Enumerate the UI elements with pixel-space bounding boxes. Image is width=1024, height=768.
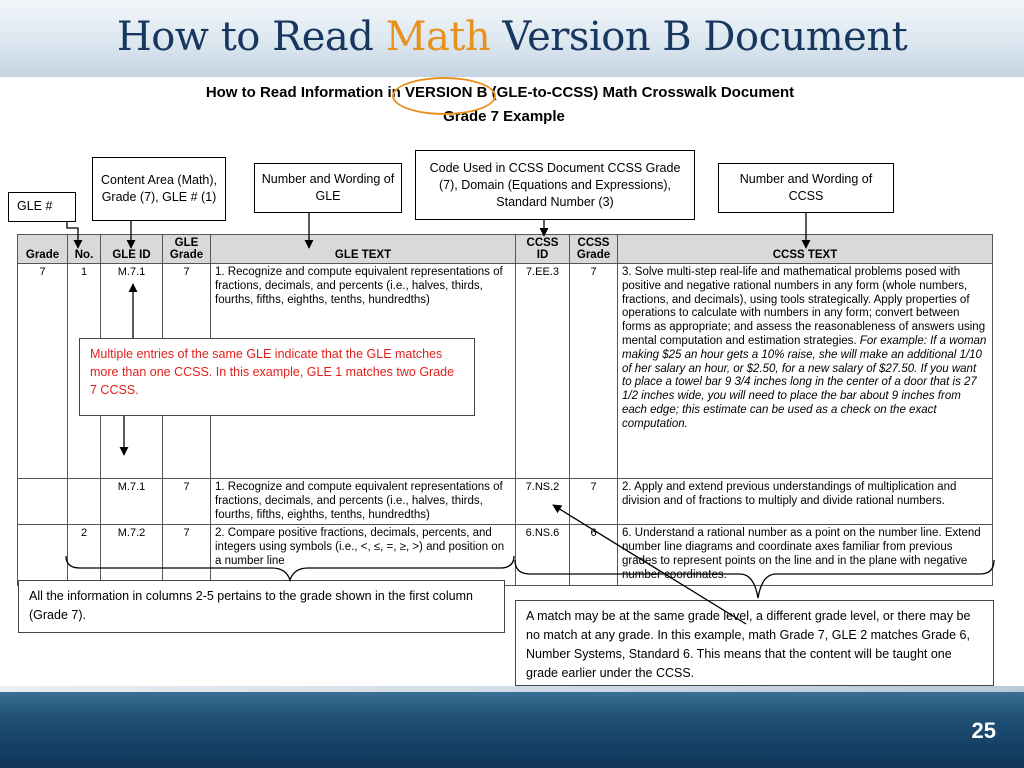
cell-no: 2: [68, 525, 101, 585]
cell-ccss-id: 7.NS.2: [516, 479, 570, 525]
slide-title: [0, 14, 1024, 60]
title-part-2: Version B Document: [490, 14, 908, 60]
table-header-row: [18, 235, 993, 264]
header-grade: Grade: [18, 235, 68, 264]
cell-no: [68, 479, 101, 525]
header-gle-id: GLE ID: [101, 235, 163, 264]
cell-grade: [18, 479, 68, 525]
callout-ccss-wording: [718, 163, 894, 213]
title-accent: Math: [385, 14, 491, 60]
cell-gle-text: 1. Recognize and compute equivalent representations of fractions, decimals, and percents (i.e., halves, thirds, fourths, fifths, eighths, tenths, hundredths): [211, 264, 516, 479]
header-gle-grade: GLE Grade: [163, 235, 211, 264]
cell-gle-grade: 7: [163, 525, 211, 585]
callout-content-area: [92, 157, 226, 221]
cell-gle-text: 2. Compare positive fractions, decimals, percents, and integers using symbols (i.e., <, ≤, =, ≥, >) and position on a number line: [211, 525, 516, 585]
footer-bar: [0, 692, 1024, 768]
cell-ccss-text: 2. Apply and extend previous understandings of multiplication and division and of fractions to multiply and divide rational numbers.: [618, 479, 993, 525]
ccss-text-example: For example: If a woman making $25 an hour gets a 10% raise, she will make an additional 1/10 of her salary an hour, or $2.50, for a new salary of $27.50. If you want to place a towel bar 9 3/4 inches long in the center of a door that is 27 1/2 inches wide, you will need to place the bar about 9 inches from each edge; this estimate can be used as a check on the exact computation.: [622, 334, 987, 430]
cell-gle-id: M.7.1: [101, 479, 163, 525]
cell-gle-text: 1. Recognize and compute equivalent representations of fractions, decimals, and percents (i.e., halves, thirds, fourths, fifths, eighths, tenths, hundredths): [211, 479, 516, 525]
cell-ccss-id: 6.NS.6: [516, 525, 570, 585]
callout-content-area-text: Content Area (Math), Grade (7), GLE # (1): [100, 173, 218, 204]
match-info-note: A match may be at the same grade level, a different grade level, or there may be no match at any grade. In this example, math Grade 7, GLE 2 matches Grade 6, Number Systems, Standard 6. This means that the content will be taught one grade earlier under the CCSS.: [515, 600, 994, 686]
version-b-highlight-circle: [392, 77, 496, 115]
cell-gle-id: M.7.1: [101, 264, 163, 479]
columns-info-note: All the information in columns 2-5 pertains to the grade shown in the first column (Grade 7).: [18, 580, 505, 633]
ccss-text-main: 3. Solve multi-step real-life and mathematical problems posed with positive and negative rational numbers in any form (whole numbers, fractions, and decimals), using tools strategically. Apply properties of operations to calculate with numbers in any form; convert between forms as appropriate; and assess the reasonableness of answers using mental computation and estimation strategies.: [622, 266, 986, 347]
header-no: No.: [68, 235, 101, 264]
cell-grade: [18, 525, 68, 585]
cell-ccss-id: 7.EE.3: [516, 264, 570, 479]
table-row: [18, 525, 993, 585]
callout-gle-number: GLE #: [8, 192, 76, 222]
callout-ccss-wording-text: Number and Wording of CCSS: [739, 172, 873, 203]
cell-ccss-grade: 6: [570, 525, 618, 585]
cell-ccss-grade: 7: [570, 264, 618, 479]
callout-ccss-code-text: Code Used in CCSS Document CCSS Grade (7), Domain (Equations and Expressions), Standard Number (3): [429, 160, 681, 209]
callout-ccss-code: [415, 150, 695, 220]
page-number: 25: [971, 718, 996, 743]
multiple-entries-note: Multiple entries of the same GLE indicate that the GLE matches more than one CCSS. In this example, GLE 1 matches two Grade 7 CCSS.: [79, 338, 475, 416]
cell-no: 1: [68, 264, 101, 479]
cell-ccss-grade: 7: [570, 479, 618, 525]
header-ccss-text: CCSS TEXT: [618, 235, 993, 264]
cell-ccss-text: [618, 264, 993, 479]
header-ccss-grade: CCSS Grade: [570, 235, 618, 264]
callout-gle-wording-text: Number and Wording of GLE: [261, 172, 395, 203]
header-gle-text: GLE TEXT: [211, 235, 516, 264]
cell-grade: 7: [18, 264, 68, 479]
title-part-1: How to Read: [116, 14, 386, 60]
table-row: [18, 479, 993, 525]
document-subtitle: Grade 7 Example: [443, 108, 565, 125]
cell-gle-grade: 7: [163, 479, 211, 525]
document-title: How to Read Information in VERSION B (GLE-to-CCSS) Math Crosswalk Document: [205, 84, 795, 101]
callout-gle-wording: [254, 163, 402, 213]
cell-gle-id: M.7.2: [101, 525, 163, 585]
header-ccss-id: CCSS ID: [516, 235, 570, 264]
cell-ccss-text: 6. Understand a rational number as a point on the number line. Extend number line diagrams and coordinate axes familiar from previous grades to represent points on the line and in the plane with negative number coordinates.: [618, 525, 993, 585]
cell-gle-grade: 7: [163, 264, 211, 479]
